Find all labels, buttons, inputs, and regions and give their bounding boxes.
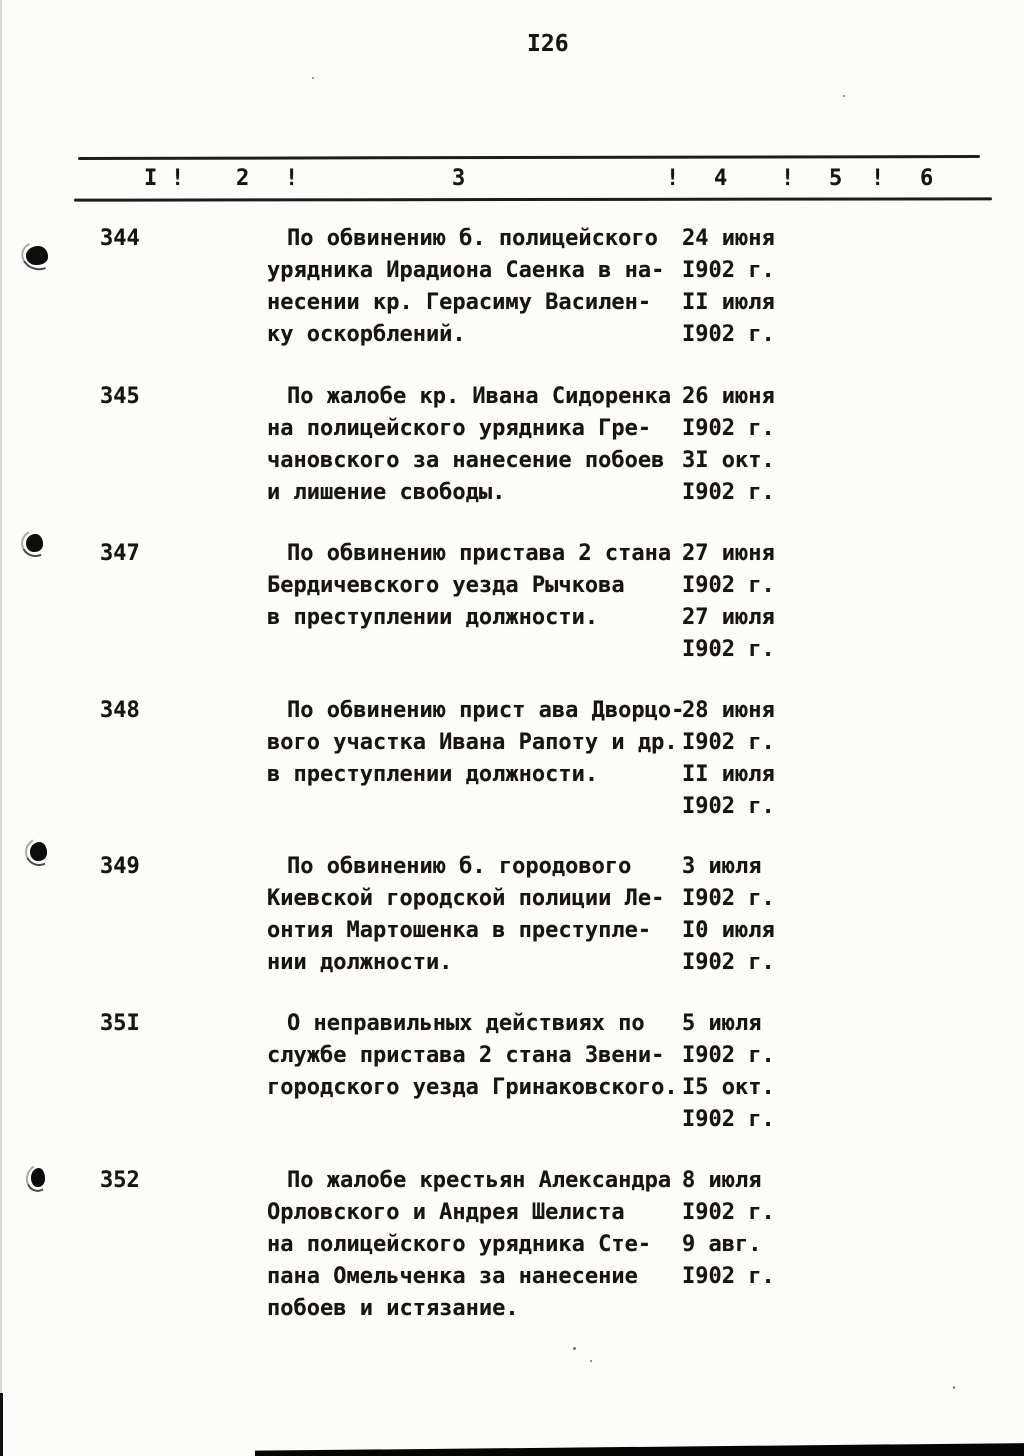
column-separator: !: [781, 166, 795, 191]
column-header: 5: [829, 166, 843, 191]
case-description: [267, 1165, 671, 1325]
date-line: I902 г.: [682, 637, 775, 662]
description-line: По обвинению прист ава Дворцо-: [287, 698, 685, 723]
case-number: 344: [100, 226, 140, 251]
date-line: I902 г.: [682, 1264, 775, 1289]
date-line: I902 г.: [682, 258, 775, 283]
case-dates: [682, 851, 775, 979]
date-line: I0 июля: [682, 918, 775, 943]
case-number: 35I: [100, 1011, 140, 1036]
description-line: урядника Ирадиона Саенка в на-: [267, 258, 665, 283]
date-line: I902 г.: [682, 950, 775, 975]
column-header: 6: [920, 166, 934, 191]
ink-speck: [573, 1347, 576, 1350]
description-line: По обвинению пристава 2 стана: [287, 541, 672, 566]
scan-bottom-band: [255, 1442, 1024, 1456]
description-line: нии должности.: [267, 950, 453, 975]
date-line: 28 июня: [682, 698, 775, 723]
column-header: 2: [236, 166, 250, 191]
ink-blob: [26, 534, 43, 552]
scan-edge-shadow: [0, 0, 2, 1456]
description-line: службе пристава 2 стана Звени-: [267, 1043, 665, 1068]
description-line: По обвинению б. полицейского: [287, 226, 658, 251]
column-header: 3: [452, 166, 466, 191]
table-rule-bottom: [74, 197, 992, 201]
date-line: 27 июня: [682, 541, 775, 566]
description-line: чановского за нанесение побоев: [267, 448, 665, 473]
column-separator: !: [285, 166, 299, 191]
case-number: 352: [100, 1168, 140, 1193]
date-line: I5 окт.: [682, 1075, 775, 1100]
case-dates: [682, 695, 775, 823]
date-line: I902 г.: [682, 886, 775, 911]
date-line: I902 г.: [682, 1200, 775, 1225]
description-line: городского уезда Гринаковского.: [267, 1075, 678, 1100]
case-description: [267, 851, 664, 979]
description-line: на полицейского урядника Гре-: [267, 416, 652, 441]
date-line: 8 июля: [682, 1168, 762, 1193]
description-line: побоев и истязание.: [267, 1296, 519, 1321]
case-description: [267, 1008, 678, 1104]
case-description: [267, 695, 684, 791]
date-line: 27 июля: [682, 605, 775, 630]
column-separator: !: [171, 166, 185, 191]
case-dates: [682, 1008, 775, 1136]
date-line: 9 авг.: [682, 1232, 762, 1257]
ink-speck: [953, 1386, 955, 1389]
description-line: на полицейского урядника Сте-: [267, 1232, 652, 1257]
case-number: 347: [100, 541, 140, 566]
column-separator: !: [871, 166, 885, 191]
date-line: 24 июня: [682, 226, 775, 251]
case-dates: [682, 538, 775, 666]
date-line: I902 г.: [682, 1107, 775, 1132]
description-line: Бердичевского уезда Рычкова: [267, 573, 625, 598]
column-separator: !: [666, 166, 680, 191]
description-line: ку оскорблений.: [267, 322, 466, 347]
case-description: [267, 381, 671, 509]
date-line: II июля: [682, 762, 775, 787]
case-dates: [682, 1165, 775, 1293]
scan-edge-dark-strip: [0, 1393, 3, 1456]
case-number: 348: [100, 698, 140, 723]
description-line: несении кр. Герасиму Василен-: [267, 290, 652, 315]
date-line: 3 июля: [682, 854, 762, 879]
case-number: 345: [100, 384, 140, 409]
page-number: I26: [527, 31, 569, 57]
case-number: 349: [100, 854, 140, 879]
description-line: По жалобе крестьян Александра: [287, 1168, 672, 1193]
date-line: I902 г.: [682, 1043, 775, 1068]
description-line: По обвинению б. городового: [287, 854, 632, 879]
date-line: I902 г.: [682, 794, 775, 819]
ink-speck: [312, 77, 314, 79]
date-line: I902 г.: [682, 322, 775, 347]
description-line: и лишение свободы.: [267, 480, 506, 505]
ink-speck: [843, 95, 845, 97]
description-line: в преступлении должности.: [267, 762, 599, 787]
date-line: I902 г.: [682, 573, 775, 598]
date-line: I902 г.: [682, 730, 775, 755]
table-rule-top: [78, 155, 980, 160]
date-line: 26 июня: [682, 384, 775, 409]
case-description: [267, 223, 664, 351]
ink-blob: [30, 842, 47, 861]
description-line: онтия Мартошенка в преступле-: [267, 918, 652, 943]
ink-blob: [26, 246, 48, 265]
case-dates: [682, 223, 775, 351]
date-line: 3I окт.: [682, 448, 775, 473]
description-line: вого участка Ивана Рапоту и др.: [267, 730, 678, 755]
ink-blob: [31, 1168, 45, 1187]
date-line: I902 г.: [682, 480, 775, 505]
description-line: Орловского и Андрея Шелиста: [267, 1200, 625, 1225]
date-line: I902 г.: [682, 416, 775, 441]
case-description: [267, 538, 671, 634]
date-line: 5 июля: [682, 1011, 762, 1036]
column-header: 4: [714, 166, 728, 191]
ink-speck: [590, 1360, 592, 1362]
case-dates: [682, 381, 775, 509]
description-line: пана Омельченка за нанесение: [267, 1264, 638, 1289]
description-line: в преступлении должности.: [267, 605, 599, 630]
column-header: I: [144, 166, 158, 191]
description-line: По жалобе кр. Ивана Сидоренка: [287, 384, 672, 409]
date-line: II июля: [682, 290, 775, 315]
description-line: О неправильных действиях по: [287, 1011, 645, 1036]
description-line: Киевской городской полиции Ле-: [267, 886, 665, 911]
